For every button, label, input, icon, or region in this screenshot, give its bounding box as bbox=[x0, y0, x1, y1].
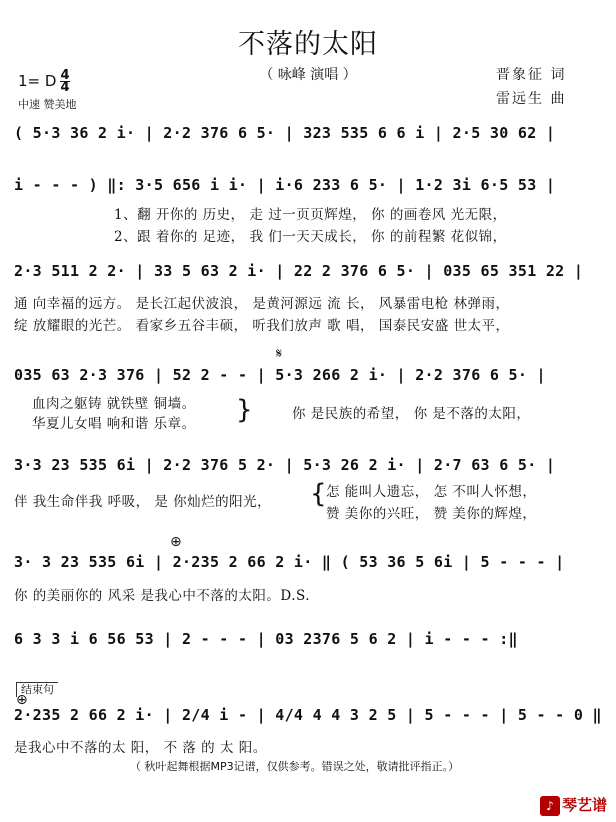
ending-label: 结束句 bbox=[16, 682, 58, 697]
staff-row-8: 2·235 2 66 2 i· | 2/4 i - | 4/4 4 4 3 2 5 | 5 - - - | 5 - - 0 ‖ bbox=[14, 706, 602, 724]
lyric-row-4-verse-1: 血肉之躯铸 就铁壁 铜墙。 bbox=[32, 396, 196, 412]
brace-right: } bbox=[236, 395, 253, 425]
staff-row-5: 3·3 23 535 6i | 2·2 376 5 2· | 5·3 26 2 i· | 2·7 63 6 5· | bbox=[14, 456, 556, 474]
meter-bottom: 4 bbox=[60, 80, 70, 95]
tempo-marking: 中速 赞美地 bbox=[18, 98, 77, 111]
song-title: 不落的太阳 bbox=[238, 29, 378, 60]
staff-row-3: 2·3 511 2 2· | 33 5 63 2 i· | 22 2 376 6 5· | 035 65 351 22 | bbox=[14, 262, 584, 280]
lyric-row-6-verse-1: 你 的美丽你的 风采 是我心中不落的太阳。D.S. bbox=[14, 588, 311, 604]
lyric-row-5-verse-2: 赞 美你的兴旺， 赞 美你的辉煌， bbox=[326, 506, 537, 522]
segno-sign: 𝄋 bbox=[276, 346, 283, 362]
composer-credit: 雷远生 曲 bbox=[496, 91, 567, 107]
staff-row-7: 6 3 3 i 6 56 53 | 2 - - - | 03 2376 5 6 2 | i - - - :‖ bbox=[14, 630, 518, 648]
watermark-text: 琴艺谱 bbox=[562, 796, 608, 814]
staff-row-4: 035 63 2·3 376 | 52 2 - - | 5·3 266 2 i· | 2·2 376 6 5· | bbox=[14, 366, 546, 384]
lyric-row-4-chorus: 你 是民族的希望， 你 是不落的太阳， bbox=[292, 406, 531, 422]
lyric-row-2-verse-1: 1、翻 开你的 历史， 走 过一页页辉煌， 你 的画卷风 光无限， bbox=[114, 207, 507, 223]
brace-left: { bbox=[310, 479, 327, 509]
watermark-icon: ♪ bbox=[540, 796, 560, 816]
lyric-row-4-verse-2: 华夏儿女唱 响和谐 乐章。 bbox=[32, 416, 196, 432]
staff-row-2: i - - - ) ‖: 3·5 656 i i· | i·6 233 6 5· | 1·2 3i 6·5 53 | bbox=[14, 176, 556, 194]
lyric-row-5-verse-1: 怎 能叫人遗忘， 怎 不叫人怀想， bbox=[326, 484, 537, 500]
transcriber-footnote: （ 秋叶起舞根据MP3记谱，仅供参考。错误之处，敬请批评指正。） bbox=[130, 760, 460, 773]
lyric-row-3-verse-2: 绽 放耀眼的光芒。 看家乡五谷丰硕， 听我们放声 歌 唱， 国泰民安盛 世太平， bbox=[14, 318, 510, 334]
meter-top: 4 bbox=[60, 68, 70, 83]
staff-row-6: 3· 3 23 535 6i | 2·235 2 66 2 i· ‖ ( 53 36 5 6i | 5 - - - | bbox=[14, 553, 565, 571]
watermark-logo bbox=[540, 794, 607, 816]
coda-sign-1: ⊕ bbox=[170, 534, 182, 550]
lyric-row-8-verse-1: 是我心中不落的太 阳， 不 落 的 太 阳。 bbox=[14, 740, 267, 756]
coda-sign-2: ⊕ bbox=[16, 692, 28, 708]
key-signature: 1= D bbox=[18, 72, 57, 90]
lyric-row-2-verse-2: 2、跟 着你的 足迹， 我 们一天天成长， 你 的前程繁 花似锦， bbox=[114, 229, 507, 245]
time-signature bbox=[60, 70, 70, 93]
performer-line: （ 咏峰 演唱 ） bbox=[259, 67, 357, 83]
lyric-row-5-shared: 伴 我生命伴我 呼吸， 是 你灿烂的阳光， bbox=[14, 494, 272, 510]
lyric-row-3-verse-1: 通 向幸福的远方。 是长江起伏波浪， 是黄河源远 流 长， 风暴雷电枪 林弹雨， bbox=[14, 296, 510, 312]
staff-row-1: ( 5·3 36 2 i· | 2·2 376 6 5· | 323 535 6 6 i | 2·5 30 62 | bbox=[14, 124, 556, 142]
lyricist-credit: 晋象征 词 bbox=[496, 67, 567, 83]
